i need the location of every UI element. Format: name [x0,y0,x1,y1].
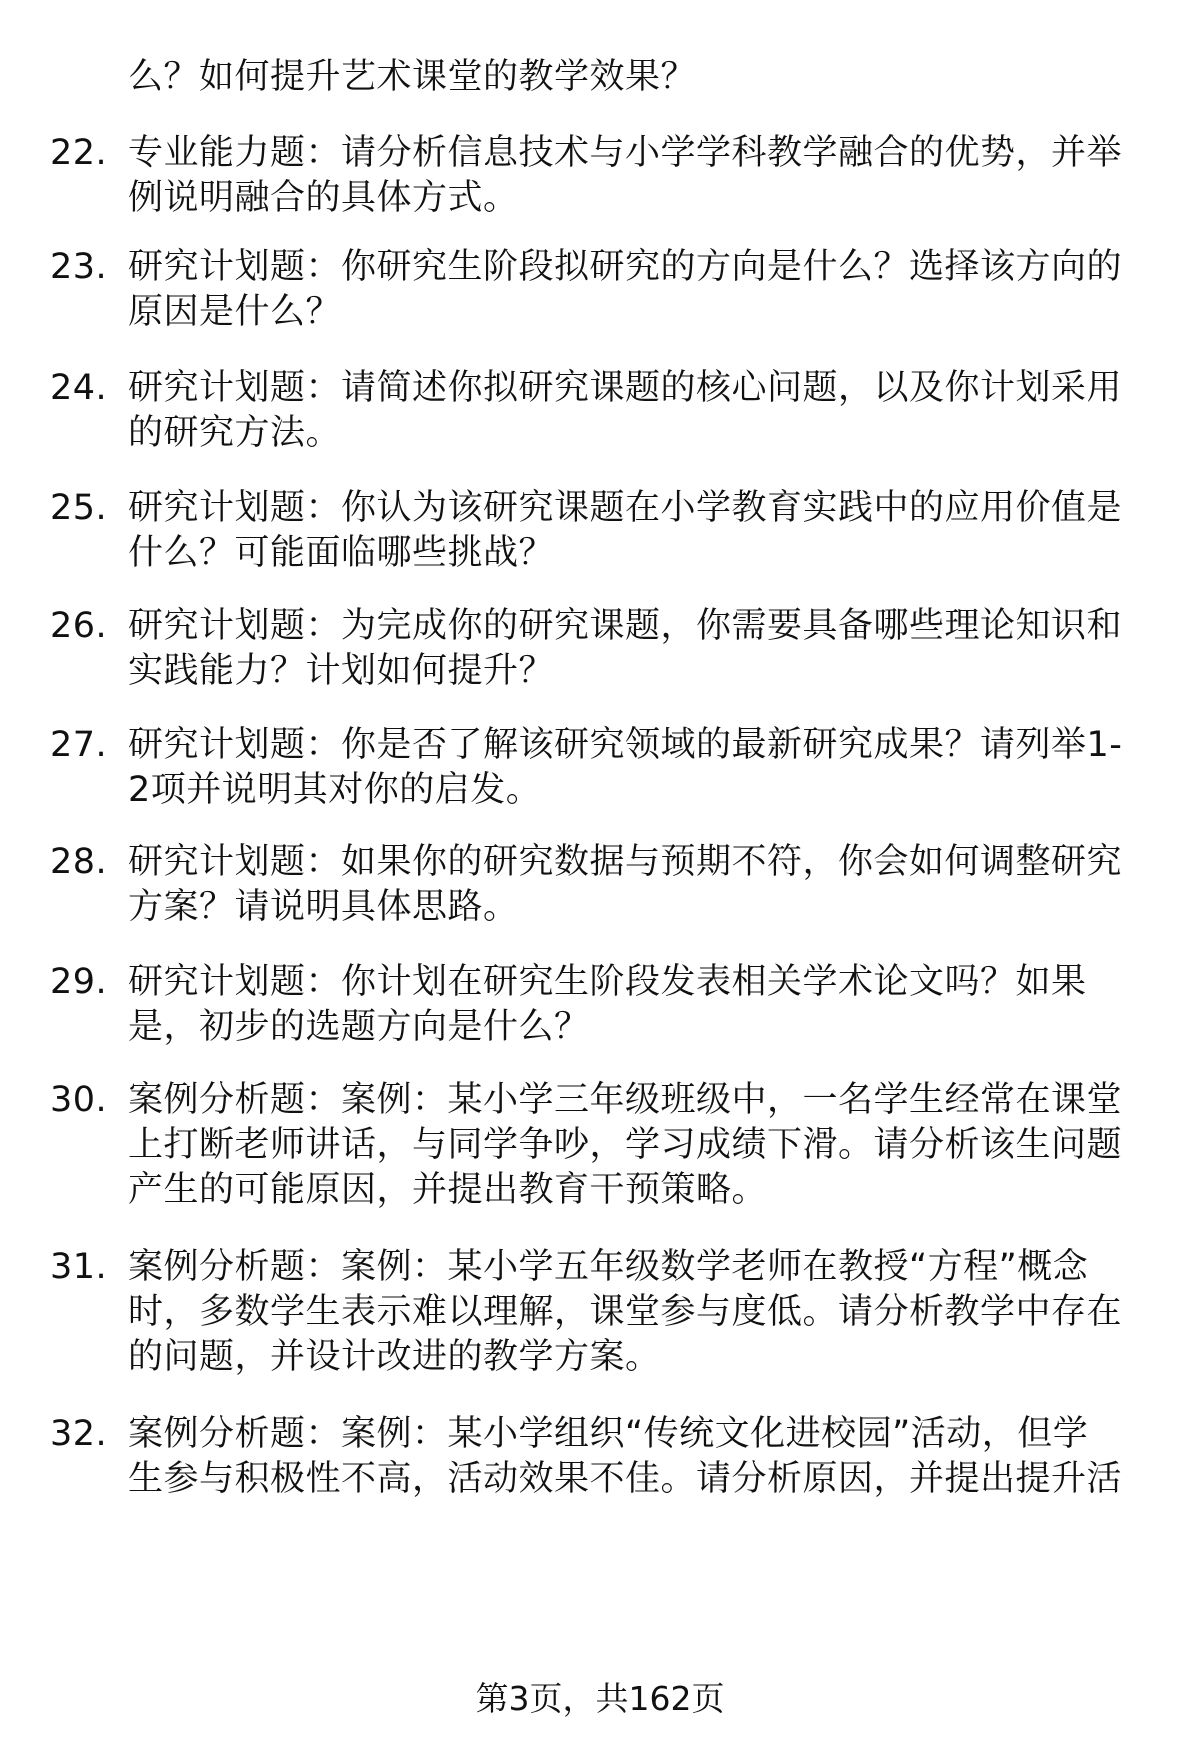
question-line: 产生的可能原因，并提出教育干预策略。 [128,1170,768,1210]
question-line: 案例分析题：案例：某小学五年级数学老师在教授“方程”概念 [128,1247,1089,1287]
question-number: 25. [50,488,108,528]
question-line: 研究计划题：你认为该研究课题在小学教育实践中的应用价值是 [128,488,1123,528]
question-line: 原因是什么？ [128,292,342,332]
question-number: 24. [50,368,108,408]
question-number: 26. [50,606,108,646]
question-line: 的问题，并设计改进的教学方案。 [128,1337,661,1377]
question-number: 28. [50,842,108,882]
question-line: 研究计划题：如果你的研究数据与预期不符，你会如何调整研究 [128,842,1123,882]
question-number: 30. [50,1080,108,1120]
question-line: 的研究方法。 [128,413,342,453]
question-line: 上打断老师讲话，与同学争吵，学习成绩下滑。请分析该生问题 [128,1125,1123,1165]
question-line: 2项并说明其对你的启发。 [128,770,542,810]
question-line: 方案？请说明具体思路。 [128,887,519,927]
question-line: 案例分析题：案例：某小学三年级班级中，一名学生经常在课堂 [128,1080,1123,1120]
question-line: 研究计划题：你研究生阶段拟研究的方向是什么？选择该方向的 [128,247,1123,287]
question-number: 29. [50,962,108,1002]
question-line: 研究计划题：为完成你的研究课题，你需要具备哪些理论知识和 [128,606,1123,646]
question-line: 研究计划题：你计划在研究生阶段发表相关学术论文吗？如果 [128,962,1087,1002]
question-line: 时，多数学生表示难以理解，课堂参与度低。请分析教学中存在 [128,1292,1123,1332]
question-line: 研究计划题：请简述你拟研究课题的核心问题，以及你计划采用 [128,368,1123,408]
question-number: 23. [50,247,108,287]
question-line: 什么？可能面临哪些挑战？ [128,533,555,573]
page-footer: 第3页，共162页 [475,1679,725,1718]
question-number: 27. [50,725,108,765]
question-line: 研究计划题：你是否了解该研究领域的最新研究成果？请列举1- [128,725,1123,765]
question-number: 31. [50,1247,108,1287]
question-line: 实践能力？计划如何提升？ [128,651,555,691]
question-line: 是，初步的选题方向是什么？ [128,1007,590,1047]
question-line: 么？如何提升艺术课堂的教学效果？ [128,57,697,97]
question-line: 案例分析题：案例：某小学组织“传统文化进校园”活动，但学 [128,1414,1089,1454]
question-number: 32. [50,1414,108,1454]
question-line: 专业能力题：请分析信息技术与小学学科教学融合的优势，并举 [128,133,1123,173]
question-number: 22. [50,133,108,173]
question-line: 生参与积极性不高，活动效果不佳。请分析原因，并提出提升活 [128,1459,1123,1499]
question-line: 例说明融合的具体方式。 [128,178,519,218]
